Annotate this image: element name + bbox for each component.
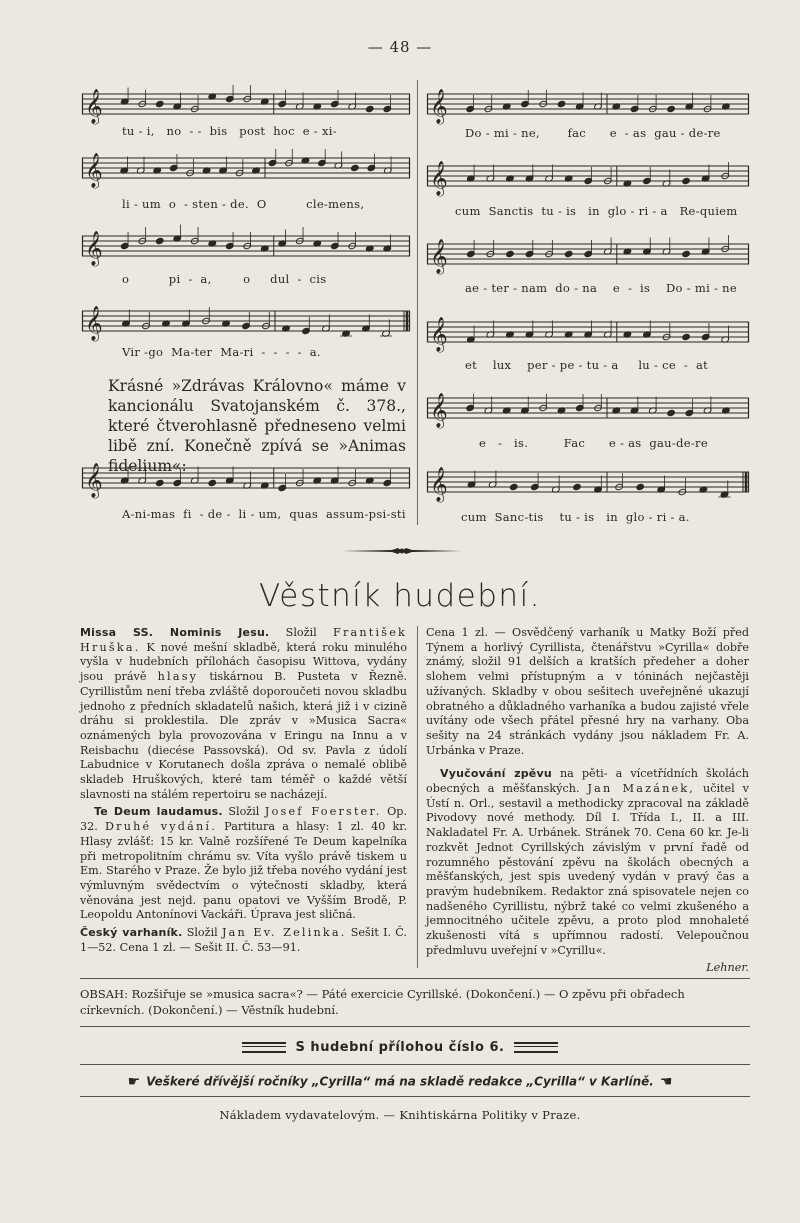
rule-top [80, 978, 750, 979]
music-staff [82, 88, 410, 124]
svg-text:𝄞: 𝄞 [430, 393, 448, 428]
pointing-hand-left-icon: ☚ [659, 1074, 673, 1090]
emphasis-text: Druhé vydání. [105, 820, 217, 834]
music-system-left-3 [82, 230, 410, 286]
entry-heading: Te Deum laudamus. [94, 805, 223, 819]
rule-middle [80, 1026, 750, 1027]
lyrics-line: tu - i, no - - bis post hoc e - xi- [122, 124, 337, 138]
entry-tedeum [80, 805, 407, 923]
entry-text: Op. 32. [80, 805, 407, 834]
lyrics-line: Do - mi - ne, fac e - as gau - de-re [465, 126, 721, 140]
entry-text: Složil [269, 626, 333, 639]
column-divider-music [417, 80, 418, 525]
music-system-right-1 [427, 88, 749, 140]
entry-varhanik [80, 926, 407, 955]
svg-text:𝄞: 𝄞 [430, 317, 448, 352]
lyrics-line: ae - ter - nam do - na e - is Do - mi - ne [465, 281, 737, 295]
music-system-right-3 [427, 238, 749, 295]
music-staff [82, 230, 410, 266]
svg-text:𝄞: 𝄞 [430, 89, 448, 124]
music-system-right-5 [427, 392, 749, 450]
music-system-right-2 [427, 160, 749, 218]
music-staff [427, 466, 749, 502]
lyrics-line: Vir -go Ma-ter Ma-ri - - - - a. [122, 345, 321, 359]
music-system-left-5 [82, 462, 410, 521]
svg-text:𝄞: 𝄞 [85, 231, 103, 266]
svg-text:𝄞: 𝄞 [430, 239, 448, 274]
entry-text: Složil [222, 805, 265, 819]
emphasis-text: hlasy [157, 670, 199, 684]
svg-text:𝄞: 𝄞 [430, 161, 448, 196]
music-staff [427, 316, 749, 352]
news-column-left [80, 626, 407, 958]
supplement-banner [0, 1040, 800, 1055]
lyrics-line: e - is. Fac e - as gau-de-re [479, 436, 708, 450]
music-system-left-4 [82, 305, 410, 359]
music-staff [427, 392, 749, 428]
entry-missa [80, 626, 407, 802]
supplement-text: S hudební přílohou číslo 6. [295, 1040, 505, 1055]
page-number: — 48 — [367, 38, 433, 56]
entry-text: tiskárnou B. Pusteta v Řezně. Cyrillistům není třeba zvláště doporoučeti novou skladbu jednoho z předních skladatelů našich, která již i v cizině dráhu si proklestila. Dle zpráv v »Musica Sacra« oznámených byla provozována v Eringu na Innu a v Reisbachu (diecése Passovská). Od sv. Pavla z údolí Labudnice v Korutanech došla zpráva o nemalé oblibě skladeb Hruškových, které tam téměř o každé větší slavnosti na stálém repertoiru se nacházejí. [80, 670, 407, 801]
author-name: Josef Foerster. [264, 805, 382, 819]
entry-text: K nové mešní skladbě, která roku minulého vyšla v hudebních přílohách časopisu Wittova, vydány jsou právě [80, 640, 407, 684]
entry-text: Partitura a hlasy: 1 zl. 40 kr. Hlasy zvlášť: 15 kr. Valně rozšířené Te Deum kapelníka při metropolitním chrámu sv. Víta vyšlo právě tiskem u Em. Starého v Praze. Že bylo již třeba nového vydání jest výmluvným svědectvím o výtečnosti skladby, která věnována jest nejd. panu opatovi ve Vyšším Brodě, P. Leopoldu Antonínovi Vackáři. Úprava jest sličná. [80, 820, 407, 922]
lyrics-line: et lux per - pe - tu - a lu - ce - at [465, 358, 709, 372]
entry-continued: Cena 1 zl. — Osvědčený varhaník u Matky Boží před Týnem a horlivý Cyrillista, čtenářstvu »Cyrilla« dobře známý, složil 91 delších a kratších předeher a doher slohem velmi přístupným a v tóninách nejčastěji užívaných. Skladby v obou sešitech uveřejněné ukazují obratného a důkladného varhaníka a budou zajisté vřele uvítány ode všech přátel přesné hry na varhany. Oba sešity na 24 stránkách vydány jsou nákladem Fr. A. Urbánka v Praze. [426, 626, 749, 757]
music-staff [427, 238, 749, 274]
rule-bottom [80, 1096, 750, 1097]
music-system-left-1 [82, 88, 410, 138]
entry-vyucovani [426, 767, 749, 958]
svg-text:𝄞: 𝄞 [430, 467, 448, 502]
entry-text: Složil [182, 926, 222, 940]
news-column-right [426, 626, 749, 976]
music-system-right-6 [427, 466, 749, 524]
author-name: Jan Mazánek, [587, 782, 696, 796]
section-title: Věstník hudební. [258, 578, 542, 614]
signature: Lehner. [706, 961, 749, 975]
entry-text: Sešit I. Č. 1—52. Cena 1 zl. — Sešit II. Č. 53—91. [80, 926, 407, 954]
contents-summary: OBSAH: Rozšiřuje se »musica sacra«? — Páté exercicie Cyrillské. (Dokončení.) — O zpěvu při obřadech církevních. (Dokončení.) — Věstník hudební. [80, 987, 685, 1017]
intro-paragraph: Krásné »Zdrávas Královno« máme v kancionálu Svatojanském č. 378., které čtverohlasně předneseno velmi libě zní. Konečně zpívá se »Animas fidelium«: [108, 377, 406, 475]
music-staff [82, 152, 410, 188]
entry-heading: Vyučování zpěvu [440, 767, 552, 781]
lyrics-line: cum Sanctis tu - is in glo - ri - a Re-quiem [455, 204, 738, 218]
author-name: Jan Ev. Zelinka. [221, 926, 347, 940]
decorative-bars [242, 1042, 286, 1053]
svg-text:𝄞: 𝄞 [85, 89, 103, 124]
entry-text: na pěti- a vícetřídních školách obecných a měšťanských. [426, 767, 749, 796]
lyrics-line: A-ni-mas fi - de - li - um, quas assum-psi-sti [122, 507, 406, 521]
notice-text: Veškeré dřívější ročníky „Cyrilla“ má na skladě redakce „Cyrilla“ v Karlíně. [146, 1074, 654, 1089]
entry-heading: Český varhaník. [80, 926, 183, 940]
music-staff [427, 88, 749, 124]
lyrics-line: cum Sanc-tis tu - is in glo - ri - a. [461, 510, 690, 524]
pointing-hand-right-icon: ☛ [127, 1074, 141, 1090]
imprint: Nákladem vydavatelovým. — Knihtiskárna Politiky v Praze. [219, 1108, 581, 1122]
music-staff [82, 462, 410, 498]
music-staff [427, 160, 749, 196]
decorative-bars [514, 1042, 558, 1053]
ornament-divider [342, 546, 462, 556]
music-system-left-2 [82, 152, 410, 211]
svg-text:𝄞: 𝄞 [85, 306, 103, 341]
author-name: František Hruška. [80, 626, 408, 654]
svg-text:𝄞: 𝄞 [85, 153, 103, 188]
entry-text: učitel v Ústí n. Orl., sestavil a methodicky zpracoval na základě Pivodovy nové methody. Díl I. Třída I., II. a III. Nakladatel Fr. A. Urbánek. Stránek 70. Cena 60 kr. Je-li rozkvět Jednot Cyrillských závislým v první řadě od rozumného pěstování zpěvu na školách obecných a měšťanských, jest spis uvedený vydán v pravý čas a pravým hudebníkem. Redaktor zná spisovatele nejen co nadšeného Cyrillistu, nýbrž také co velmi zkušeného a jemnocitného učitele zpěvu, a proto plod mnohaleté zkušenosti vítá s upřímnou radostí. Velepoučnou předmluvu uveřejní v »Cyrillu«. [426, 782, 749, 957]
svg-text:𝄞: 𝄞 [85, 463, 103, 498]
notice-line [0, 1074, 800, 1090]
rule-lower [80, 1064, 750, 1065]
lyrics-line: li - um o - sten - de. O cle-mens, [122, 197, 365, 211]
column-divider-text [417, 626, 418, 968]
music-staff [82, 305, 410, 341]
entry-heading: Missa SS. Nominis Jesu. [80, 626, 270, 639]
lyrics-line: o pi - a, o dul - cis [122, 272, 327, 286]
music-system-right-4 [427, 316, 749, 372]
